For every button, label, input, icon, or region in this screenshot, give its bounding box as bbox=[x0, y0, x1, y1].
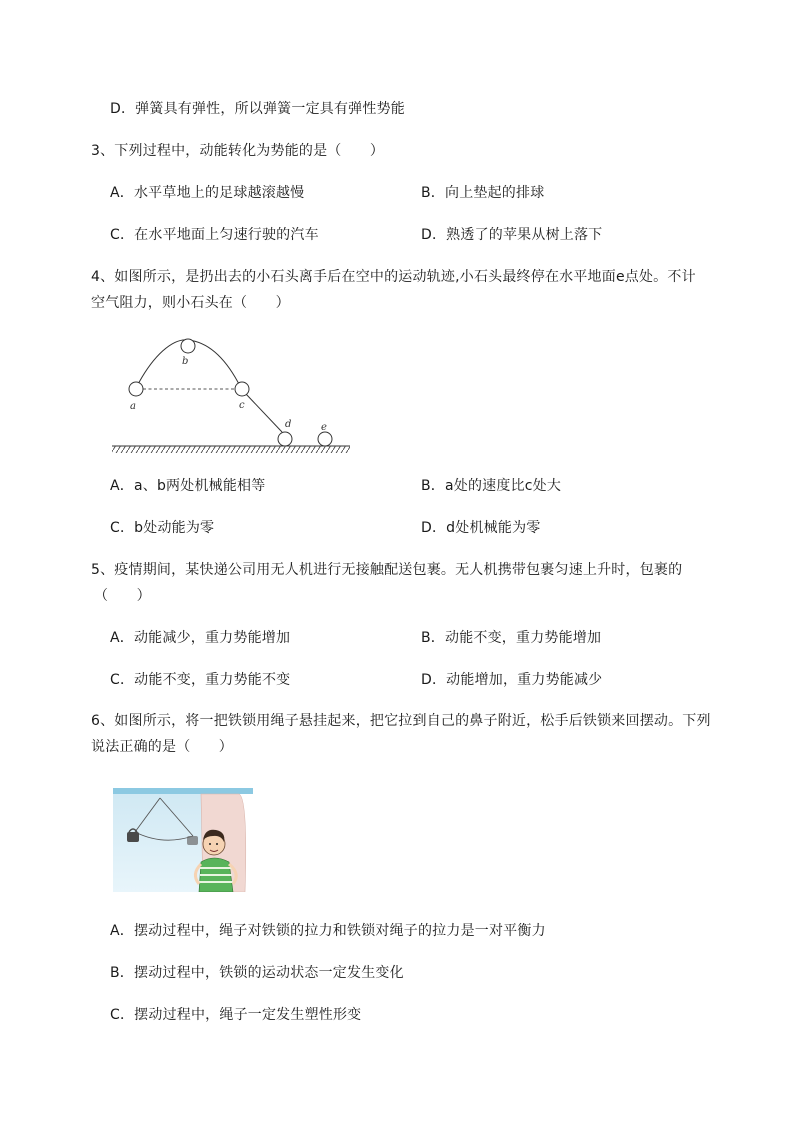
label-e: e bbox=[321, 422, 327, 433]
q3-option-a: A．水平草地上的足球越滚越慢 bbox=[110, 185, 305, 201]
ceiling-bar bbox=[113, 788, 253, 794]
q4-option-d: D．d处机械能为零 bbox=[421, 520, 541, 536]
q5-option-b: B．动能不变，重力势能增加 bbox=[421, 630, 602, 646]
q3-option-b: B．向上垫起的排球 bbox=[421, 185, 545, 201]
ball-b bbox=[181, 339, 195, 353]
label-a: a bbox=[130, 401, 136, 412]
ball-a bbox=[129, 382, 143, 396]
q5-stem-line1: 5、疫情期间，某快递公司用无人机进行无接触配送包裹。无人机携带包裹匀速上升时，包裹的 bbox=[91, 562, 683, 578]
q5-option-c: C．动能不变，重力势能不变 bbox=[110, 672, 291, 688]
ball-d bbox=[278, 432, 292, 446]
q2-option-d: D．弹簧具有弹性，所以弹簧一定具有弹性势能 bbox=[110, 101, 405, 117]
label-d: d bbox=[285, 419, 292, 430]
trajectory-figure bbox=[108, 330, 358, 460]
q6-stem-line1: 6、如图所示，将一把铁锁用绳子悬挂起来，把它拉到自己的鼻子附近，松手后铁锁来回摆动。下列 bbox=[91, 713, 711, 729]
descent-line bbox=[246, 394, 282, 432]
q4-stem-line2: 空气阻力，则小石头在（ ） bbox=[91, 295, 290, 311]
q4-option-a: A．a、b两处机械能相等 bbox=[110, 478, 266, 494]
label-c: c bbox=[239, 400, 245, 411]
ball-e bbox=[318, 432, 332, 446]
q6-stem-line2: 说法正确的是（ ） bbox=[91, 739, 233, 755]
q5-option-a: A．动能减少，重力势能增加 bbox=[110, 630, 291, 646]
q3-stem: 3、下列过程中，动能转化为势能的是（ ） bbox=[91, 143, 385, 159]
q5-option-d: D．动能增加，重力势能减少 bbox=[421, 672, 603, 688]
q6-option-b: B．摆动过程中，铁锁的运动状态一定发生变化 bbox=[110, 965, 404, 981]
q6-option-a: A．摆动过程中，绳子对铁锁的拉力和铁锁对绳子的拉力是一对平衡力 bbox=[110, 923, 546, 939]
lock-left bbox=[127, 832, 139, 842]
q4-option-c: C．b处动能为零 bbox=[110, 520, 215, 536]
q4-option-b: B．a处的速度比c处大 bbox=[421, 478, 562, 494]
lock-right bbox=[187, 836, 198, 845]
pendulum-lock-figure bbox=[113, 788, 253, 892]
ball-c bbox=[235, 382, 249, 396]
ground-hatch bbox=[112, 446, 350, 453]
q6-option-c: C．摆动过程中，绳子一定发生塑性形变 bbox=[110, 1007, 362, 1023]
q3-option-d: D．熟透了的苹果从树上落下 bbox=[421, 227, 603, 243]
q3-option-c: C．在水平地面上匀速行驶的汽车 bbox=[110, 227, 319, 243]
label-b: b bbox=[182, 356, 189, 367]
q5-stem-line2: （ ） bbox=[94, 588, 151, 604]
q4-stem-line1: 4、如图所示，是扔出去的小石头离手后在空中的运动轨迹,小石头最终停在水平地面e点处。不计 bbox=[91, 269, 696, 285]
